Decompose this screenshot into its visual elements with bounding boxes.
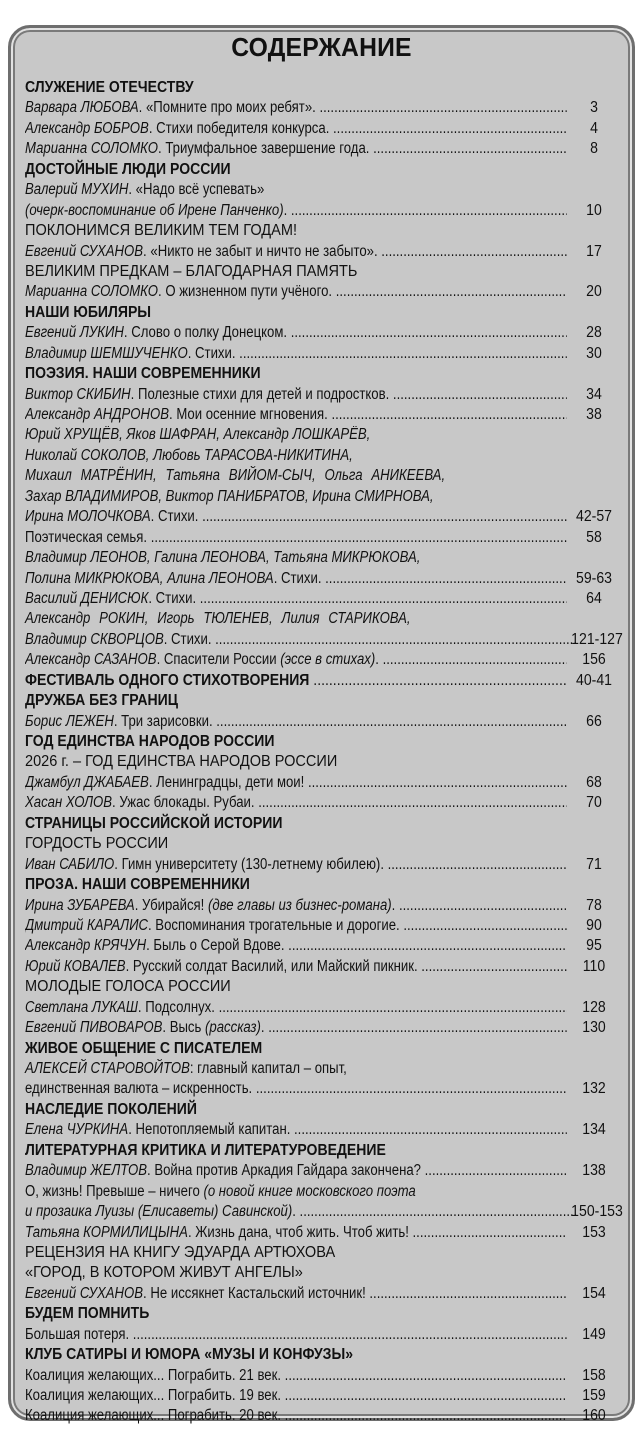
page-number: 42-57 xyxy=(576,508,612,526)
section-heading xyxy=(25,691,623,711)
heading-text: СТРАНИЦЫ РОССИЙСКОЙ ИСТОРИИ xyxy=(25,814,283,832)
entry-title: . Ленинградцы, дети мои! xyxy=(148,773,305,791)
page-number: 90 xyxy=(586,916,602,934)
toc-entry-continued[interactable] xyxy=(25,180,623,200)
page-number: 153 xyxy=(582,1223,606,1241)
author-name: Александр РОКИН, Игорь ТЮЛЕНЕВ, Лилия СТАРИКОВА, xyxy=(25,610,411,628)
toc-entry[interactable] xyxy=(25,139,623,159)
author-name: Михаил МАТРЁНИН, Татьяна ВИЙОМ-СЫЧ, Ольга АНИКЕЕВА, xyxy=(25,467,446,485)
author-name: АЛЕКСЕЙ СТАРОВОЙТОВ xyxy=(25,1060,190,1077)
heading-text: РЕЦЕНЗИЯ НА КНИГУ ЭДУАРДА АРТЮХОВА xyxy=(25,1243,336,1261)
entry-title: . «Никто не забыт и ничто не забыто». xyxy=(143,242,378,260)
toc-entry[interactable] xyxy=(25,1223,623,1243)
toc-entry[interactable] xyxy=(25,119,623,139)
heading-text: ЖИВОЕ ОБЩЕНИЕ С ПИСАТЕЛЕМ xyxy=(25,1039,263,1057)
author-name: Полина МИКРЮКОВА, Алина ЛЕОНОВА xyxy=(25,569,274,587)
table-of-contents xyxy=(25,78,623,1427)
toc-entry[interactable] xyxy=(25,1325,623,1345)
toc-entry-continued[interactable] xyxy=(25,466,623,486)
author-name: Александр БОБРОВ xyxy=(25,119,149,137)
page-number: 150-153 xyxy=(571,1203,623,1221)
heading-text: ПРОЗА. НАШИ СОВРЕМЕННИКИ xyxy=(25,876,250,894)
entry-title: Поэтическая семья. xyxy=(25,528,148,546)
toc-entry[interactable] xyxy=(25,344,623,364)
subsection-heading xyxy=(25,834,623,854)
author-name: Александр САЗАНОВ xyxy=(25,651,157,669)
entry-title: . xyxy=(283,201,288,219)
page-number: 17 xyxy=(586,242,602,260)
entry-title: . Мои осенние мгновения. xyxy=(169,406,328,423)
entry-title: . «Помните про моих ребят». xyxy=(138,99,316,117)
entry-note: (рассказ) xyxy=(205,1019,261,1037)
page-number: 71 xyxy=(586,855,602,873)
section-heading xyxy=(25,1141,623,1161)
author-name: Николай СОКОЛОВ, Любовь ТАРАСОВА-НИКИТИНА, xyxy=(25,446,353,464)
toc-entry[interactable] xyxy=(25,405,623,425)
page-number: 8 xyxy=(590,140,598,158)
heading-text: ГОД ЕДИНСТВА НАРОДОВ РОССИИ xyxy=(25,733,275,750)
author-name: Евгений ПИВОВАРОВ xyxy=(25,1019,163,1037)
author-name: Александр АНДРОНОВ xyxy=(25,406,170,423)
section-heading xyxy=(25,303,623,323)
subsection-heading xyxy=(25,221,623,241)
entry-title: единственная валюта – искренность. xyxy=(25,1080,253,1098)
entry-title: . Стихи победителя конкурса. xyxy=(148,119,330,137)
toc-entry[interactable] xyxy=(25,1406,623,1426)
page-number: 130 xyxy=(582,1019,606,1037)
toc-entry[interactable] xyxy=(25,242,623,262)
author-name: Марианна СОЛОМКО xyxy=(25,283,159,301)
heading-text: НАСЛЕДИЕ ПОКОЛЕНИЙ xyxy=(25,1100,197,1118)
entry-title: Коалиция желающих... Пограбить. 20 век. xyxy=(25,1407,282,1425)
entry-title: . Слово о полку Донецком. xyxy=(123,324,288,342)
author-name: и прозаика Луизы (Елисаветы) Савинской) xyxy=(25,1203,293,1221)
toc-entry-continued[interactable] xyxy=(25,1059,623,1079)
section-heading xyxy=(25,160,623,180)
page-number: 121-127 xyxy=(571,630,623,648)
entry-note: (эссе в стихах) xyxy=(280,651,376,669)
page-number: 66 xyxy=(586,712,602,730)
page-number: 38 xyxy=(586,406,602,423)
toc-entry-continued[interactable] xyxy=(25,1182,623,1202)
author-name: Ирина МОЛОЧКОВА xyxy=(25,508,151,526)
toc-entry[interactable] xyxy=(25,998,623,1018)
heading-text: МОЛОДЫЕ ГОЛОСА РОССИИ xyxy=(25,978,231,996)
section-heading xyxy=(25,814,623,834)
section-heading xyxy=(25,732,623,752)
toc-entry[interactable] xyxy=(25,916,623,936)
page-number: 158 xyxy=(582,1366,606,1384)
entry-title: . Три зарисовки. xyxy=(113,712,213,730)
page-number: 28 xyxy=(586,324,602,342)
author-name: Светлана ЛУКАШ xyxy=(25,998,138,1016)
toc-entry[interactable] xyxy=(25,589,623,609)
page-number: 138 xyxy=(582,1162,606,1180)
toc-entry[interactable] xyxy=(25,1120,623,1140)
entry-tail: . xyxy=(260,1019,265,1037)
author-name: Дмитрий КАРАЛИС xyxy=(25,916,148,934)
author-name: Евгений ЛУКИН xyxy=(25,324,124,342)
entry-title: Большая потеря. xyxy=(25,1325,130,1343)
toc-entry-continued[interactable] xyxy=(25,425,623,445)
subsection-heading xyxy=(25,1243,623,1263)
entry-title: . Стихи. xyxy=(148,589,197,607)
toc-entry[interactable] xyxy=(25,201,623,221)
toc-entry[interactable] xyxy=(25,1366,623,1386)
heading-text: ЛИТЕРАТУРНАЯ КРИТИКА И ЛИТЕРАТУРОВЕДЕНИЕ xyxy=(25,1141,386,1159)
author-name: Варвара ЛЮБОВА xyxy=(25,99,139,117)
author-name: Юрий КОВАЛЕВ xyxy=(25,957,126,975)
toc-entry[interactable] xyxy=(25,712,623,732)
toc-entry[interactable] xyxy=(25,507,623,527)
section-heading xyxy=(25,1039,623,1059)
entry-title: . Спасители России xyxy=(156,651,281,669)
entry-title: . Стихи. xyxy=(187,344,236,362)
entry-title: . Стихи. xyxy=(163,630,212,648)
page-number: 160 xyxy=(582,1407,606,1425)
heading-text: КЛУБ САТИРЫ И ЮМОРА «МУЗЫ И КОНФУЗЫ» xyxy=(25,1346,354,1364)
author-name: (очерк-воспоминание об Ирене Панченко) xyxy=(25,201,284,219)
page-number: 78 xyxy=(586,896,602,914)
section-heading xyxy=(25,1345,623,1365)
entry-title: . Непотопляемый капитан. xyxy=(128,1121,291,1139)
entry-title: . Не иссякнет Кастальский источник! xyxy=(143,1284,366,1302)
entry-title: Коалиция желающих... Пограбить. 21 век. xyxy=(25,1366,282,1384)
toc-entry[interactable] xyxy=(25,323,623,343)
page-number: 128 xyxy=(582,998,606,1016)
author-name: Борис ЛЕЖЕН xyxy=(25,712,114,730)
entry-title: О, жизнь! Превыше – ничего xyxy=(25,1182,204,1200)
entry-title: . Подсолнух. xyxy=(137,998,215,1016)
toc-entry[interactable] xyxy=(25,896,623,916)
author-name: Юрий ХРУЩЁВ, Яков ШАФРАН, Александр ЛОШКАРЁВ, xyxy=(25,426,371,444)
toc-entry[interactable] xyxy=(25,773,623,793)
section-heading xyxy=(25,1100,623,1120)
subsection-heading xyxy=(25,1263,623,1283)
page-number: 40-41 xyxy=(576,671,612,689)
author-name: Хасан ХОЛОВ xyxy=(25,794,113,812)
subsection-heading xyxy=(25,752,623,772)
author-name: Татьяна КОРМИЛИЦЫНА xyxy=(25,1223,188,1241)
page-number: 134 xyxy=(582,1121,606,1139)
subsection-heading xyxy=(25,977,623,997)
entry-title: . xyxy=(292,1203,296,1221)
page-number: 156 xyxy=(582,651,606,669)
author-name: Василий ДЕНИСЮК xyxy=(25,589,149,607)
heading-text: ГОРДОСТЬ РОССИИ xyxy=(25,835,169,853)
toc-entry-continued[interactable] xyxy=(25,609,623,629)
page-number: 10 xyxy=(586,201,602,219)
entry-tail: . xyxy=(391,896,396,914)
toc-entry[interactable] xyxy=(25,98,623,118)
entry-title: . О жизненном пути учёного. xyxy=(158,283,333,301)
page-number: 132 xyxy=(582,1080,606,1098)
page-number: 20 xyxy=(586,283,602,301)
section-heading xyxy=(25,364,623,384)
page-number: 30 xyxy=(586,344,602,362)
toc-entry[interactable] xyxy=(25,1284,623,1304)
heading-text: ДРУЖБА БЕЗ ГРАНИЦ xyxy=(25,692,179,710)
author-name: Евгений СУХАНОВ xyxy=(25,1284,144,1302)
author-name: Владимир СКВОРЦОВ xyxy=(25,630,164,648)
author-name: Евгений СУХАНОВ xyxy=(25,242,144,260)
page-title: СОДЕРЖАНИЕ xyxy=(231,32,412,62)
entry-title: . Война против Аркадия Гайдара закончена? xyxy=(147,1162,421,1180)
entry-tail: . xyxy=(375,651,379,669)
toc-entry[interactable] xyxy=(25,1161,623,1181)
toc-entry[interactable] xyxy=(25,1018,623,1038)
page-number: 110 xyxy=(582,957,606,975)
entry-title: . Быль о Серой Вдове. xyxy=(146,937,285,955)
author-name: Владимир ЖЕЛТОВ xyxy=(25,1162,148,1180)
heading-text: ПОЭЗИЯ. НАШИ СОВРЕМЕННИКИ xyxy=(25,365,261,383)
toc-entry[interactable] xyxy=(25,569,623,589)
author-name: Джамбул ДЖАБАЕВ xyxy=(25,773,149,791)
author-name: Ирина ЗУБАРЕВА xyxy=(25,896,135,914)
entry-title: Коалиция желающих... Пограбить. 19 век. xyxy=(25,1387,282,1404)
toc-entry[interactable] xyxy=(25,630,623,650)
page-number: 58 xyxy=(586,528,602,546)
page-number: 34 xyxy=(586,385,602,403)
toc-entry[interactable] xyxy=(25,282,623,302)
entry-title: . «Надо всё успевать» xyxy=(128,181,265,199)
heading-text: СЛУЖЕНИЕ ОТЕЧЕСТВУ xyxy=(25,79,194,96)
toc-entry[interactable] xyxy=(25,1386,623,1406)
page-number: 149 xyxy=(582,1325,606,1343)
page-number: 68 xyxy=(586,773,602,791)
author-name: Виктор СКИБИН xyxy=(25,385,131,403)
heading-text: 2026 г. – ГОД ЕДИНСТВА НАРОДОВ РОССИИ xyxy=(25,753,338,771)
entry-title: . Стихи. xyxy=(273,569,322,587)
toc-entry[interactable] xyxy=(25,385,623,405)
toc-entry[interactable] xyxy=(25,957,623,977)
toc-entry[interactable] xyxy=(25,650,623,670)
toc-entry[interactable] xyxy=(25,1079,623,1099)
author-name: Владимир ЛЕОНОВ, Галина ЛЕОНОВА, Татьяна МИКРЮКОВА, xyxy=(25,549,421,567)
author-name: Александр КРЯЧУН xyxy=(25,937,147,955)
entry-title: . Гимн университету (130-летнему юбилею). xyxy=(114,855,384,873)
entry-title: . Убирайся! xyxy=(134,896,208,914)
author-name: Иван САБИЛО xyxy=(25,855,115,873)
entry-title: . Стихи. xyxy=(150,508,199,526)
author-name: Валерий МУХИН xyxy=(25,181,129,199)
toc-entry[interactable] xyxy=(25,528,623,548)
toc-entry[interactable] xyxy=(25,855,623,875)
entry-title: . Триумфальное завершение года. xyxy=(158,140,370,158)
heading-text: ВЕЛИКИМ ПРЕДКАМ – БЛАГОДАРНАЯ ПАМЯТЬ xyxy=(25,262,358,280)
entry-title: . Ужас блокады. Рубаи. xyxy=(112,794,255,812)
author-name: Захар ВЛАДИМИРОВ, Виктор ПАНИБРАТОВ, Ирина СМИРНОВА, xyxy=(25,487,434,505)
subsection-heading xyxy=(25,262,623,282)
page-number: 59-63 xyxy=(576,569,612,587)
entry-note: (две главы из бизнес-романа) xyxy=(207,896,392,914)
contents-frame xyxy=(8,25,635,1425)
toc-entry[interactable] xyxy=(25,793,623,813)
toc-entry[interactable] xyxy=(25,1202,623,1222)
entry-title: : главный капитал – опыт, xyxy=(189,1060,347,1077)
entry-title: . Русский солдат Василий, или Майский пикник. xyxy=(125,957,418,975)
entry-title: . Полезные стихи для детей и подростков. xyxy=(130,385,390,403)
entry-title: . Воспоминания трогательные и дорогие. xyxy=(147,916,400,934)
heading-text: НАШИ ЮБИЛЯРЫ xyxy=(25,303,152,321)
page-number: 4 xyxy=(590,119,598,137)
section-heading xyxy=(25,78,623,98)
page-number: 70 xyxy=(586,794,602,812)
heading-text: ПОКЛОНИМСЯ ВЕЛИКИМ ТЕМ ГОДАМ! xyxy=(25,222,298,240)
heading-text: «ГОРОД, В КОТОРОМ ЖИВУТ АНГЕЛЫ» xyxy=(25,1264,303,1282)
author-name: Елена ЧУРКИНА xyxy=(25,1121,129,1139)
toc-entry-continued[interactable] xyxy=(25,487,623,507)
entry-note: (о новой книге московского поэта xyxy=(203,1182,416,1200)
author-name: Марианна СОЛОМКО xyxy=(25,140,159,158)
page-number: 159 xyxy=(582,1387,606,1404)
page-number: 154 xyxy=(582,1284,606,1302)
heading-text: ФЕСТИВАЛЬ ОДНОГО СТИХОТВОРЕНИЯ xyxy=(25,671,310,689)
author-name: Владимир ШЕМШУЧЕНКО xyxy=(25,344,188,362)
entry-title: . Высь xyxy=(162,1019,206,1037)
entry-title: . Жизнь дана, чтоб жить. Чтоб жить! xyxy=(187,1223,409,1241)
heading-text: ДОСТОЙНЫЕ ЛЮДИ РОССИИ xyxy=(25,160,231,178)
heading-text: БУДЕМ ПОМНИТЬ xyxy=(25,1305,150,1323)
section-heading xyxy=(25,1304,623,1324)
section-entry[interactable] xyxy=(25,671,623,691)
toc-entry-continued[interactable] xyxy=(25,446,623,466)
section-heading xyxy=(25,875,623,895)
toc-entry-continued[interactable] xyxy=(25,548,623,568)
page-number: 3 xyxy=(590,99,598,117)
toc-entry[interactable] xyxy=(25,936,623,956)
page-number: 64 xyxy=(586,589,602,607)
page-number: 95 xyxy=(586,937,602,955)
